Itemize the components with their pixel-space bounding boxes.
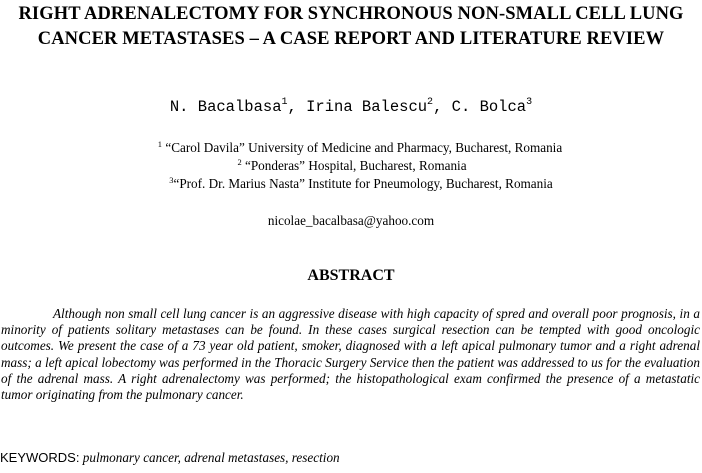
author-name: N. Bacalbasa [169, 98, 282, 116]
affiliation-mark: 1 [157, 139, 163, 149]
abstract-body: Although non small cell lung cancer is an aggressive disease with high capacity of spred and overall poor prognosis, in a minority of patients solitary metastases can be found. In these cases surgical resection can be tempted with good oncologic outcomes. We present the case of a 73 year old patient, smoker, diagnosed with a left apical pulmonary tumor and a right adrenal mass; a left apical lobectomy was performed in the Thoracic Surgery Service then the patient was addressed to us for the evaluation of the adrenal mass. A right adrenalectomy was performed; the histopathological exam confirmed the presence of a metastatic tumor originating from the pulmonary cancer. [1, 306, 700, 403]
author-affiliation-mark: 1 [281, 97, 288, 108]
affiliation-list [0, 139, 702, 193]
affiliation-text: “Ponderas” Hospital, Bucharest, Romania [241, 158, 467, 173]
affiliation-mark: 3 [169, 175, 174, 185]
paper-title: RIGHT ADRENALECTOMY FOR SYNCHRONOUS NON-SMALL CELL LUNG CANCER METASTASES – A CASE REPORT AND LITERATURE REVIEW [18, 4, 684, 49]
keywords-text: pulmonary cancer, adrenal metastases, resection [79, 450, 340, 465]
author-separator: , [287, 98, 307, 116]
author-separator: , [433, 98, 452, 116]
contact-email: nicolae_bacalbasa@yahoo.com [267, 213, 435, 228]
affiliation-item [18, 139, 702, 157]
abstract-heading: ABSTRACT [307, 267, 395, 284]
affiliation-mark: 2 [237, 157, 242, 167]
affiliation-item [2, 157, 702, 175]
keywords-label: KEYWORDS: [0, 450, 80, 465]
author-name: Irina Balescu [306, 98, 428, 116]
affiliation-text: “Prof. Dr. Marius Nasta” Institute for Pneumology, Bucharest, Romania [173, 176, 553, 191]
affiliation-text: “Carol Davila” University of Medicine and Pharmacy, Bucharest, Romania [162, 140, 563, 155]
author-list [0, 97, 702, 117]
author-name: C. Bolca [451, 98, 527, 116]
author-affiliation-mark: 2 [427, 97, 434, 108]
keywords-line [0, 449, 702, 467]
author-affiliation-mark: 3 [526, 97, 533, 108]
affiliation-item [20, 175, 702, 193]
